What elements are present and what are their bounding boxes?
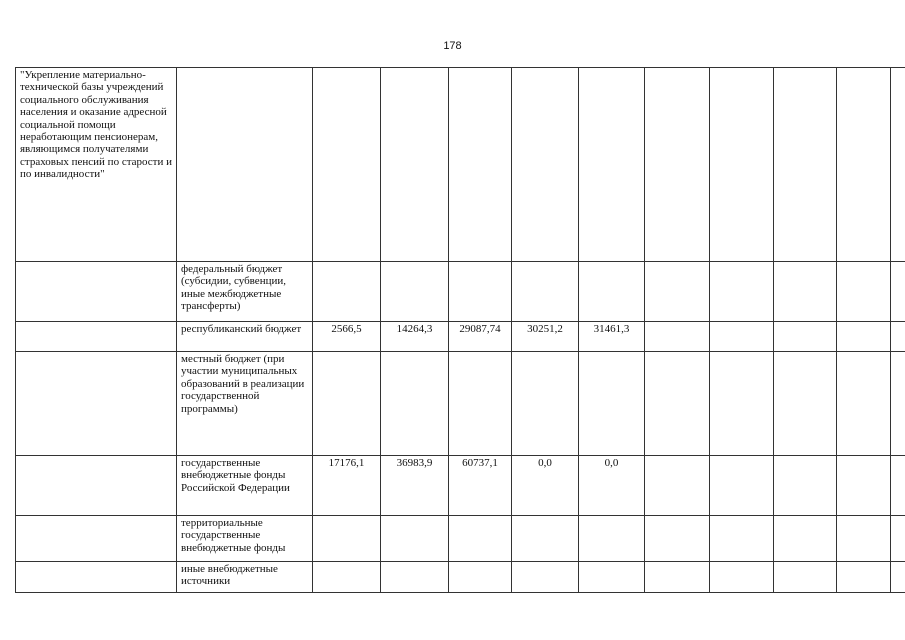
table-cell — [891, 456, 905, 516]
value-cell — [512, 262, 579, 322]
value-cell — [313, 562, 381, 593]
value-cell — [645, 352, 710, 456]
table-row-federal-budget — [16, 262, 905, 322]
funding-source-cell: федеральный бюджет (субсидии, субвенции, иные межбюджетные трансферты) — [177, 262, 313, 322]
value-cell: 14264,3 — [381, 322, 449, 352]
funding-source-cell: иные внебюджетные источники — [177, 562, 313, 593]
value-cell: 0,0 — [579, 456, 645, 516]
table-cell — [891, 562, 905, 593]
table-cell — [579, 68, 645, 262]
value-cell — [774, 322, 837, 352]
value-cell — [837, 516, 891, 562]
value-cell — [449, 562, 512, 593]
value-cell — [381, 562, 449, 593]
value-cell — [710, 352, 774, 456]
value-cell — [449, 352, 512, 456]
funding-source-cell: территориальные государственные внебюджетные фонды — [177, 516, 313, 562]
value-cell — [710, 456, 774, 516]
table-cell — [891, 68, 905, 262]
value-cell — [512, 352, 579, 456]
value-cell: 17176,1 — [313, 456, 381, 516]
table-cell — [16, 322, 177, 352]
value-cell — [449, 262, 512, 322]
value-cell — [381, 262, 449, 322]
value-cell — [645, 456, 710, 516]
value-cell — [710, 262, 774, 322]
table-cell — [177, 68, 313, 262]
value-cell — [381, 516, 449, 562]
value-cell — [645, 262, 710, 322]
value-cell — [579, 516, 645, 562]
funding-source-cell: местный бюджет (при участии муниципальных образований в реализации государственной программы) — [177, 352, 313, 456]
table-cell — [645, 68, 710, 262]
value-cell — [710, 516, 774, 562]
value-cell — [774, 456, 837, 516]
table-cell — [837, 68, 891, 262]
table-cell — [774, 68, 837, 262]
value-cell — [579, 352, 645, 456]
value-cell: 36983,9 — [381, 456, 449, 516]
value-cell — [313, 262, 381, 322]
value-cell — [381, 352, 449, 456]
value-cell: 29087,74 — [449, 322, 512, 352]
table-cell — [16, 562, 177, 593]
value-cell — [710, 562, 774, 593]
page-number: 178 — [443, 40, 462, 52]
program-title-cell: "Укрепление материально-технической базы учреждений социального обслуживания населения и оказание адресной социальной помощи неработающим пенсионерам, являющимся получателями страховых пенсий по старости и по инвалидности" — [16, 68, 177, 262]
value-cell — [774, 352, 837, 456]
funding-source-cell: государственные внебюджетные фонды Российской Федерации — [177, 456, 313, 516]
table-row-republic-budget — [16, 322, 905, 352]
value-cell: 60737,1 — [449, 456, 512, 516]
value-cell — [449, 516, 512, 562]
table-row-federal-extrabudgetary-funds — [16, 456, 905, 516]
table-cell — [891, 352, 905, 456]
table-cell — [710, 68, 774, 262]
value-cell — [774, 516, 837, 562]
value-cell — [645, 322, 710, 352]
table-cell — [313, 68, 381, 262]
funding-table-body — [16, 68, 905, 593]
table-row-other-sources — [16, 562, 905, 593]
table-cell — [16, 456, 177, 516]
value-cell — [774, 562, 837, 593]
table-cell — [891, 262, 905, 322]
table-row-local-budget — [16, 352, 905, 456]
value-cell: 0,0 — [512, 456, 579, 516]
value-cell — [774, 262, 837, 322]
table-cell — [16, 262, 177, 322]
table-cell — [512, 68, 579, 262]
table-row-territorial-funds — [16, 516, 905, 562]
value-cell: 30251,2 — [512, 322, 579, 352]
value-cell — [837, 562, 891, 593]
value-cell — [313, 516, 381, 562]
table-cell — [891, 516, 905, 562]
value-cell — [837, 352, 891, 456]
value-cell — [710, 322, 774, 352]
funding-source-cell: республиканский бюджет — [177, 322, 313, 352]
table-row-program-title — [16, 68, 905, 262]
value-cell — [579, 262, 645, 322]
value-cell: 2566,5 — [313, 322, 381, 352]
value-cell — [512, 562, 579, 593]
value-cell — [837, 322, 891, 352]
table-cell — [891, 322, 905, 352]
value-cell — [645, 562, 710, 593]
table-cell — [381, 68, 449, 262]
value-cell — [313, 352, 381, 456]
table-cell — [449, 68, 512, 262]
table-cell — [16, 352, 177, 456]
value-cell — [837, 262, 891, 322]
value-cell — [512, 516, 579, 562]
value-cell — [837, 456, 891, 516]
value-cell — [645, 516, 710, 562]
funding-table — [15, 67, 905, 593]
value-cell: 31461,3 — [579, 322, 645, 352]
value-cell — [579, 562, 645, 593]
table-cell — [16, 516, 177, 562]
